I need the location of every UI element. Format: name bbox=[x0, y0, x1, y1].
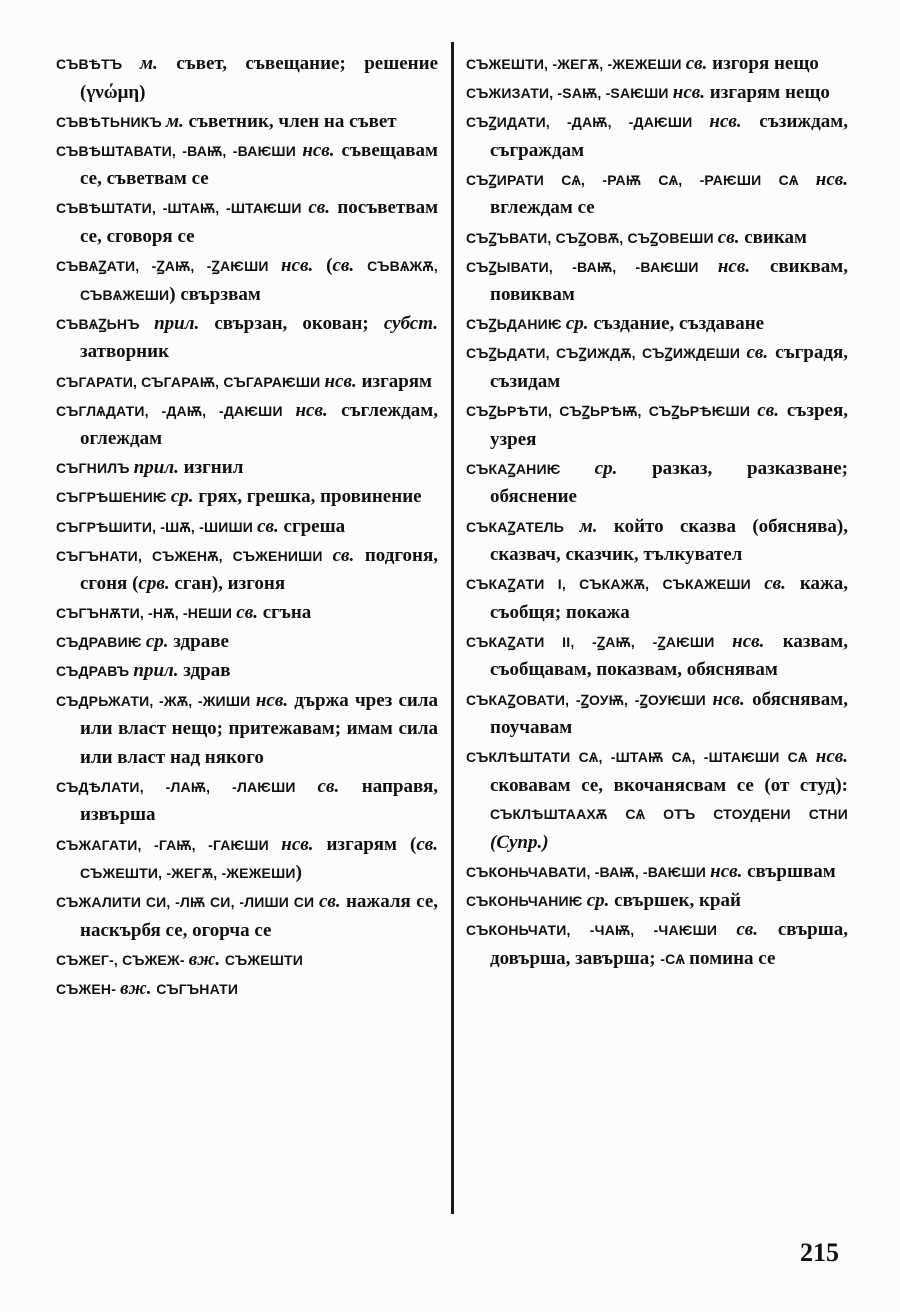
definition: свиквам, повиквам bbox=[490, 255, 848, 306]
definition: здрав bbox=[183, 660, 231, 682]
left-column bbox=[56, 50, 438, 1004]
headword: СЪДРАВИѤ bbox=[56, 634, 146, 651]
definition: затворник bbox=[80, 341, 170, 363]
grammar-label: нсв. bbox=[732, 630, 783, 652]
dictionary-entry bbox=[56, 831, 438, 888]
definition: подгоня, сгоня ( bbox=[80, 544, 439, 595]
dictionary-entry bbox=[466, 628, 848, 685]
headword: СЪЖЕШТИ, -ЖЕГѪ, -ЖЕЖЕШИ bbox=[466, 56, 686, 72]
definition: здраве bbox=[173, 631, 229, 653]
grammar-label: нсв. bbox=[710, 861, 748, 883]
headword: СЪЖЕШТИ, -ЖЕГѪ, -ЖЕЖЕШИ bbox=[80, 865, 296, 882]
grammar-label: нсв. bbox=[712, 688, 753, 710]
grammar-label: св. bbox=[746, 342, 776, 364]
headword: СЪКЛѢШТАТИ СѦ, -ШТАѬ СѦ, -ШТАѤШИ СѦ bbox=[466, 749, 816, 766]
grammar-label: вж. bbox=[120, 978, 157, 999]
grammar-label: св. bbox=[764, 573, 800, 595]
grammar-label: м. bbox=[165, 110, 189, 132]
definition: изгнил bbox=[183, 457, 244, 479]
grammar-label: ср. bbox=[170, 486, 199, 508]
dictionary-entry bbox=[466, 339, 848, 396]
dictionary-entry bbox=[56, 599, 438, 628]
headword: СЪКАꙀАТЕЛЬ bbox=[466, 518, 580, 535]
grammar-label: нсв. bbox=[280, 255, 327, 277]
grammar-label: нсв. bbox=[324, 370, 362, 392]
dictionary-entry bbox=[466, 79, 848, 108]
dictionary-entry bbox=[56, 687, 438, 773]
dictionary-entry bbox=[466, 253, 848, 310]
definition: сган), изгоня bbox=[174, 573, 286, 595]
definition: свършвам bbox=[747, 861, 836, 883]
headword: СЪꙀИДАТИ, -ДАѬ, -ДАѤШИ bbox=[466, 114, 710, 131]
headword: СЪꙀИРАТИ СѦ, -РАѬ СѦ, -РАѤШИ СѦ bbox=[466, 171, 816, 188]
dictionary-entry bbox=[466, 455, 848, 512]
grammar-label: ср. bbox=[145, 631, 174, 653]
definition: съглеждам, оглеждам bbox=[80, 399, 438, 450]
headword: СЪГНИЛЪ bbox=[56, 460, 134, 477]
dictionary-entry bbox=[56, 252, 438, 309]
headword: СЪВѦЖѪ, СЪВѦЖЕШИ bbox=[80, 258, 438, 303]
dictionary-entry bbox=[56, 542, 438, 599]
dictionary-entry bbox=[56, 657, 438, 686]
grammar-label: св. bbox=[318, 891, 346, 913]
definition: изгарям ( bbox=[326, 833, 417, 855]
headword: СЪКАꙀАТИ I, СЪКАЖѪ, СЪКАЖЕШИ bbox=[466, 576, 765, 593]
definition: изгарям нещо bbox=[709, 82, 830, 104]
dictionary-entry bbox=[56, 137, 438, 194]
dictionary-entry bbox=[56, 108, 438, 137]
grammar-label: (Супр.) bbox=[490, 832, 549, 854]
dictionary-entry bbox=[466, 570, 848, 627]
headword: СЪВѢТЪ bbox=[56, 56, 141, 72]
grammar-label: срв. bbox=[138, 573, 175, 595]
definition: свързан, окован; bbox=[214, 312, 384, 334]
headword: СЪВѢТЬНИКЪ bbox=[56, 113, 166, 130]
column-divider bbox=[451, 42, 454, 1214]
headword: СЪГЛѦДАТИ, -ДАѬ, -ДАѤШИ bbox=[56, 402, 296, 419]
dictionary-entry bbox=[466, 50, 848, 79]
definition: държа чрез сила или власт нещо; притежавам; имам сила или власт над някого bbox=[80, 689, 438, 768]
grammar-label: нсв. bbox=[281, 833, 327, 855]
definition: обяснявам, поучавам bbox=[490, 688, 848, 739]
definition: съзиждам, съграждам bbox=[490, 111, 848, 161]
definition: сковавам се, вкочанясвам се (от студ): bbox=[490, 774, 848, 796]
headword: СЪЖИЗАТИ, -ЅАѬ, -ЅАѤШИ bbox=[466, 85, 673, 102]
definition: свършек, край bbox=[614, 890, 741, 912]
definition: който сказва (обяснява), сказвач, сказчик, тълкувател bbox=[490, 515, 848, 566]
dictionary-entry bbox=[56, 946, 438, 975]
dictionary-entry bbox=[56, 310, 438, 367]
headword: СЪВѦꙀАТИ, -ꙀАѬ, -ꙀАѤШИ bbox=[56, 258, 281, 275]
headword: СЪЖЕШТИ bbox=[224, 951, 304, 968]
definition: сгъна bbox=[262, 602, 312, 624]
headword: СЪВѢШТАТИ, -ШТАѬ, -ШТАѤШИ bbox=[56, 200, 309, 217]
headword: -СѦ bbox=[660, 950, 690, 967]
headword: СЪГРѢШЕНИѤ bbox=[56, 489, 171, 506]
grammar-label: прил. bbox=[133, 660, 184, 682]
headword: СЪДРАВЪ bbox=[56, 663, 134, 680]
definition: казвам, съобщавам, показвам, обяснявам bbox=[490, 630, 848, 681]
grammar-label: нсв. bbox=[717, 255, 770, 277]
headword: СЪꙀЪВАТИ, СЪꙀОВѪ, СЪꙀОВЕШИ bbox=[466, 229, 718, 246]
headword: СЪВѢШТАВАТИ, -ВАѬ, -ВАѤШИ bbox=[56, 142, 303, 159]
headword: СЪКЛѢШТААХѪ СѦ ОТЪ СТОУДЕНИ СТНИ bbox=[490, 806, 848, 823]
headword: СЪКОНЬЧАВАТИ, -ВАѬ, -ВАѤШИ bbox=[466, 864, 711, 881]
definition: съвет, съвещание; решение (γνώμη) bbox=[80, 53, 438, 103]
definition: сгреша bbox=[283, 515, 346, 537]
definition: кажа, съобщя; покажа bbox=[490, 573, 848, 623]
definition: направя, извърша bbox=[80, 775, 439, 826]
dictionary-entry bbox=[466, 166, 848, 223]
headword: СЪꙀЫВАТИ, -ВАѬ, -ВАѤШИ bbox=[466, 258, 718, 275]
headword: СЪГЪНАТИ, СЪЖЕНѪ, СЪЖЕНИШИ bbox=[56, 547, 333, 564]
dictionary-entry bbox=[466, 513, 848, 570]
definition: съветник, член на съвет bbox=[188, 110, 397, 132]
headword: СЪКОНЬЧАТИ, -ЧАѬ, -ЧАѤШИ bbox=[466, 922, 737, 939]
grammar-label: св. bbox=[332, 544, 365, 566]
definition: грях, грешка, провинение bbox=[198, 486, 422, 508]
dictionary-entry bbox=[466, 224, 848, 253]
definition: нажаля се, наскърбя се, огорча се bbox=[80, 891, 439, 941]
headword: СЪГЪНѪТИ, -НѪ, -НЕШИ bbox=[56, 605, 237, 622]
definition: съградя, съзидам bbox=[490, 342, 848, 393]
dictionary-entry bbox=[466, 858, 848, 887]
dictionary-entry bbox=[466, 686, 848, 743]
dictionary-entry bbox=[56, 513, 438, 542]
grammar-label: св. bbox=[685, 53, 713, 74]
right-column bbox=[466, 50, 848, 974]
definition: помина се bbox=[689, 947, 776, 969]
dictionary-entry bbox=[56, 975, 438, 1004]
headword: СЪꙀЬРѢТИ, СЪꙀЬРѢѬ, СЪꙀЬРѢѤШИ bbox=[466, 403, 758, 420]
headword: СЪЖЕГ-, СЪЖЕЖ- bbox=[56, 951, 189, 968]
headword: СЪДРЬЖАТИ, -ЖѪ, -ЖИШИ bbox=[56, 692, 256, 709]
headword: СЪЖАГАТИ, -ГАѬ, -ГАѤШИ bbox=[56, 836, 282, 853]
headword: СЪВѦꙀЬНЪ bbox=[56, 315, 155, 332]
grammar-label: нсв. bbox=[302, 139, 342, 161]
dictionary-entry bbox=[466, 916, 848, 973]
headword: СЪКАꙀАНИѤ bbox=[466, 460, 595, 477]
grammar-label: м. bbox=[140, 53, 177, 74]
grammar-label: м. bbox=[579, 515, 614, 537]
definition: съзрея, узрея bbox=[490, 400, 848, 450]
definition: ) bbox=[295, 862, 302, 884]
grammar-label: св. bbox=[416, 833, 438, 855]
definition: изгарям bbox=[361, 370, 432, 392]
headword: СЪꙀЬДАТИ, СЪꙀИЖДѪ, СЪꙀИЖДЕШИ bbox=[466, 345, 747, 362]
grammar-label: св. bbox=[332, 255, 368, 277]
dictionary-entry bbox=[56, 397, 438, 454]
grammar-label: св. bbox=[757, 400, 787, 422]
grammar-label: вж. bbox=[188, 948, 225, 970]
dictionary-entry bbox=[56, 483, 438, 512]
headword: СЪКАꙀАТИ II, -ꙀАѬ, -ꙀАѤШИ bbox=[466, 633, 733, 650]
grammar-label: св. bbox=[236, 602, 263, 624]
definition: изгоря нещо bbox=[712, 53, 819, 74]
definition: съвещавам се, съветвам се bbox=[80, 139, 438, 190]
headword: СЪꙀЬДАНИѤ bbox=[466, 316, 566, 333]
dictionary-entry bbox=[466, 397, 848, 454]
grammar-label: нсв. bbox=[295, 399, 342, 421]
grammar-label: нсв. bbox=[815, 746, 848, 768]
definition: свикам bbox=[744, 226, 807, 248]
dictionary-entry bbox=[466, 108, 848, 165]
definition: посъветвам се, сговоря се bbox=[80, 197, 439, 248]
definition: създание, създаване bbox=[593, 313, 765, 335]
headword: СЪКАꙀОВАТИ, -ꙀОУѬ, -ꙀОУѤШИ bbox=[466, 691, 713, 708]
grammar-label: ср. bbox=[565, 313, 594, 335]
definition: разказ, разказване; обяснение bbox=[490, 457, 848, 508]
headword: СЪДѢЛАТИ, -ЛАѬ, -ЛАѤШИ bbox=[56, 778, 318, 795]
grammar-label: св. bbox=[308, 197, 338, 219]
dictionary-entry bbox=[56, 628, 438, 657]
definition: ) свързвам bbox=[169, 283, 261, 305]
definition: ( bbox=[326, 255, 333, 277]
headword: СЪГЪНАТИ bbox=[156, 981, 239, 997]
dictionary-entry bbox=[466, 887, 848, 916]
grammar-label: нсв. bbox=[709, 111, 760, 133]
grammar-label: прил. bbox=[133, 457, 184, 479]
definition: вглеждам се bbox=[490, 197, 595, 219]
dictionary-entry bbox=[466, 743, 848, 857]
dictionary-entry bbox=[56, 50, 438, 107]
grammar-label: прил. bbox=[154, 312, 215, 334]
grammar-label: св. bbox=[736, 919, 778, 941]
dictionary-entry bbox=[56, 888, 438, 945]
grammar-label: нсв. bbox=[255, 689, 295, 711]
grammar-label: субст. bbox=[383, 312, 438, 334]
grammar-label: св. bbox=[317, 775, 362, 797]
dictionary-entry bbox=[56, 368, 438, 397]
grammar-label: нсв. bbox=[672, 82, 710, 104]
headword: СЪЖАЛИТИ СИ, -ЛѬ СИ, -ЛИШИ СИ bbox=[56, 894, 319, 911]
headword: СЪКОНЬЧАНИѤ bbox=[466, 893, 587, 910]
grammar-label: нсв. bbox=[815, 168, 848, 190]
headword: СЪГРѢШИТИ, -ШѪ, -ШИШИ bbox=[56, 518, 258, 535]
grammar-label: св. bbox=[257, 515, 284, 537]
grammar-label: ср. bbox=[594, 457, 653, 479]
headword: СЪГАРАТИ, СЪГАРАѬ, СЪГАРАѤШИ bbox=[56, 373, 325, 390]
grammar-label: ср. bbox=[586, 890, 615, 912]
grammar-label: св. bbox=[717, 226, 745, 248]
dictionary-entry bbox=[56, 454, 438, 483]
dictionary-entry bbox=[56, 773, 438, 830]
headword: СЪЖЕН- bbox=[56, 981, 121, 997]
page-number: 215 bbox=[800, 1238, 839, 1267]
dictionary-entry bbox=[56, 194, 438, 251]
definition: свърша, довърша, завърша; bbox=[490, 919, 848, 969]
dictionary-entry bbox=[466, 310, 848, 339]
